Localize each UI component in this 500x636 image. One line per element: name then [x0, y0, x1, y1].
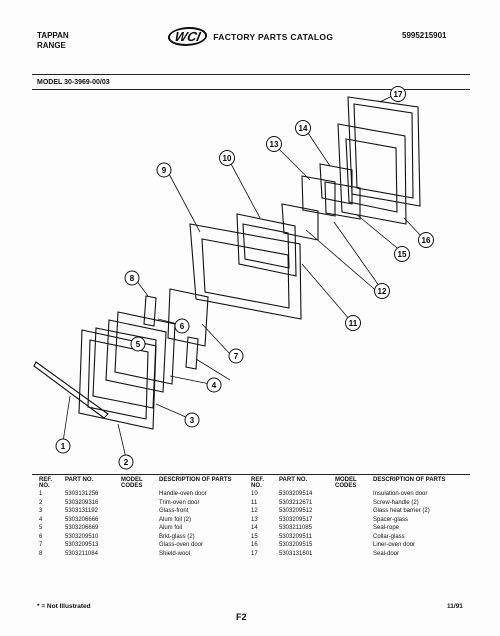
header-rule — [32, 74, 470, 75]
left-ref-cell: 8 — [39, 550, 43, 557]
right-part-cell: 5303209514 — [279, 491, 313, 497]
part-9-door-inner — [202, 239, 289, 308]
left-model-cell — [119, 541, 157, 550]
left-ref-cell: 4 — [39, 516, 43, 523]
left-part-cell: 5303206666 — [65, 516, 99, 523]
left-ref-cell: 5 — [39, 525, 43, 531]
right-desc-cell: Collar-glass — [373, 533, 405, 540]
table-row — [37, 524, 467, 533]
callout-6 — [175, 319, 189, 333]
svg-text:7: 7 — [233, 352, 239, 361]
parts-table — [37, 476, 467, 558]
revision-date: 11/91 — [447, 603, 463, 610]
brand-name: TAPPAN — [37, 31, 69, 40]
table-row — [37, 541, 467, 550]
table-row — [37, 533, 467, 542]
svg-text:16: 16 — [421, 236, 431, 245]
svg-text:10: 10 — [222, 154, 232, 163]
right-desc-cell: Seal-door — [373, 550, 400, 557]
left-desc-cell: Alum foil — [159, 525, 183, 531]
right-ref-cell: 17 — [251, 550, 258, 557]
svg-text:4: 4 — [211, 381, 217, 390]
part-12-glass-heat-barrier — [282, 204, 318, 240]
right-model-cell — [333, 507, 371, 516]
svg-text:13: 13 — [269, 140, 279, 149]
left-desc-cell: Handle-oven door — [159, 491, 207, 497]
right-desc-cell: Liner-oven door — [373, 542, 416, 548]
left-ref-cell: 2 — [39, 499, 43, 506]
left-model-cell — [119, 499, 157, 508]
right-model-cell — [333, 550, 371, 559]
right-desc-cell: Glass heat barrier (2) — [373, 508, 430, 514]
right-part-cell: 5303209511 — [279, 533, 312, 540]
left-ref-cell: 1 — [39, 491, 43, 497]
callout-10 — [220, 151, 235, 166]
left-desc-cell: Shield-wool — [159, 550, 191, 557]
col-part-2: PART NO. — [279, 477, 308, 483]
product-name: RANGE — [37, 41, 66, 50]
right-ref-cell: 12 — [251, 508, 258, 514]
right-desc-cell: Insulation-oven door — [373, 491, 428, 497]
svg-text:9: 9 — [161, 166, 167, 175]
part-6-brkt-glass — [144, 296, 156, 326]
right-model-cell — [333, 533, 371, 542]
left-ref-cell: 7 — [39, 542, 43, 548]
left-part-cell: 5303209316 — [65, 499, 99, 506]
col-desc-2: DESCRIPTION OF PARTS — [373, 477, 446, 483]
svg-text:17: 17 — [393, 90, 403, 99]
left-model-cell — [119, 516, 157, 525]
left-model-cell — [119, 507, 157, 516]
left-desc-cell: Trim-oven door — [159, 499, 200, 506]
col-model: MODEL CODES — [121, 477, 143, 489]
svg-text:11: 11 — [348, 319, 358, 328]
callout-9 — [157, 163, 171, 177]
svg-text:1: 1 — [60, 442, 66, 451]
left-ref-cell: 6 — [39, 533, 43, 540]
part-1-handle — [34, 362, 108, 418]
left-part-cell: 5303131192 — [65, 508, 98, 514]
brand-block — [37, 31, 69, 51]
right-model-cell — [333, 524, 371, 533]
svg-text:15: 15 — [397, 250, 407, 259]
callout-14 — [296, 121, 311, 136]
part-13-spacer — [302, 176, 335, 216]
catalog-title: FACTORY PARTS CATALOG — [213, 31, 334, 42]
right-part-cell: 5303209515 — [279, 542, 313, 548]
right-model-cell — [333, 516, 371, 525]
right-ref-cell: 11 — [251, 499, 258, 506]
left-part-cell: 5303206669 — [65, 525, 99, 531]
callout-8 — [125, 271, 139, 285]
right-model-cell — [333, 541, 371, 550]
part-15-collar — [325, 182, 360, 219]
right-desc-cell: Seal-rope — [373, 525, 400, 531]
left-part-cell: 5303209510 — [65, 533, 99, 540]
table-row — [37, 507, 467, 516]
exploded-diagram — [30, 84, 470, 474]
part-10-insulation — [237, 214, 296, 276]
left-part-cell: 5303131256 — [65, 491, 99, 497]
left-model-cell — [119, 533, 157, 542]
table-row — [37, 490, 467, 499]
left-model-cell — [119, 524, 157, 533]
left-model-cell — [119, 490, 157, 499]
callout-13 — [267, 137, 282, 152]
svg-text:3: 3 — [189, 416, 195, 425]
left-model-cell — [119, 550, 157, 559]
col-desc: DESCRIPTION OF PARTS — [159, 477, 232, 483]
right-part-cell: 5303212671 — [279, 499, 313, 506]
svg-text:6: 6 — [179, 322, 185, 331]
left-desc-cell: Brkt-glass (2) — [159, 533, 195, 540]
part-2-trim-inner — [88, 340, 148, 419]
not-illustrated-note: * = Not Illustrated — [37, 603, 91, 610]
callout-4 — [207, 378, 221, 392]
part-17-seal-door — [348, 97, 420, 206]
model-number: MODEL 30-3969-00/03 — [37, 79, 110, 86]
callout-15 — [395, 247, 410, 262]
right-desc-cell: Screw-handle (2) — [373, 499, 419, 506]
left-desc-cell: Glass-front — [159, 508, 189, 514]
part-10-insulation-inner — [243, 224, 289, 268]
callout-3 — [185, 413, 199, 427]
col-model-2: MODEL CODES — [335, 477, 357, 489]
wci-logo: WCI — [166, 27, 209, 46]
right-ref-cell: 14 — [251, 525, 258, 531]
svg-text:14: 14 — [298, 124, 308, 133]
part-8-shield-wool — [186, 337, 198, 369]
col-ref: REF. NO. — [39, 477, 53, 489]
col-ref-2: REF. NO. — [251, 477, 265, 489]
table-header-row — [37, 476, 467, 490]
catalog-number: 5995215901 — [402, 31, 447, 40]
right-model-cell — [333, 490, 371, 499]
callout-16 — [419, 233, 434, 248]
table-top-rule — [32, 474, 470, 475]
left-part-cell: 5303211084 — [65, 550, 98, 557]
callout-12 — [375, 284, 390, 299]
right-part-cell: 5303211085 — [279, 525, 312, 531]
callout-1 — [56, 439, 70, 453]
catalog-header — [168, 27, 333, 46]
right-part-cell: 5303131601 — [279, 550, 313, 557]
table-row — [37, 516, 467, 525]
svg-text:2: 2 — [123, 458, 129, 467]
svg-text:5: 5 — [135, 340, 141, 349]
right-part-cell: 5303209517 — [279, 516, 313, 523]
left-ref-cell: 3 — [39, 508, 43, 514]
right-ref-cell: 13 — [251, 516, 258, 523]
part-9-door-frame — [190, 224, 301, 319]
table-row — [37, 550, 467, 559]
right-part-cell: 5303209512 — [279, 508, 313, 514]
right-model-cell — [333, 499, 371, 508]
callout-11 — [346, 316, 361, 331]
left-part-cell: 5303209513 — [65, 542, 99, 548]
right-ref-cell: 16 — [251, 542, 258, 548]
page-number: F2 — [236, 612, 247, 622]
svg-text:8: 8 — [129, 274, 135, 283]
table-row — [37, 499, 467, 508]
right-ref-cell: 15 — [251, 533, 258, 540]
svg-text:12: 12 — [377, 287, 387, 296]
callout-7 — [229, 349, 243, 363]
callout-2 — [119, 455, 133, 469]
callout-5 — [131, 337, 145, 351]
left-desc-cell: Glass-oven door — [159, 542, 204, 548]
col-part: PART NO. — [65, 477, 94, 483]
callout-17 — [391, 87, 406, 102]
right-ref-cell: 10 — [251, 491, 258, 497]
right-desc-cell: Spacer-glass — [373, 516, 409, 523]
left-desc-cell: Alum foil (2) — [159, 516, 192, 523]
part-17-inner — [354, 104, 413, 198]
